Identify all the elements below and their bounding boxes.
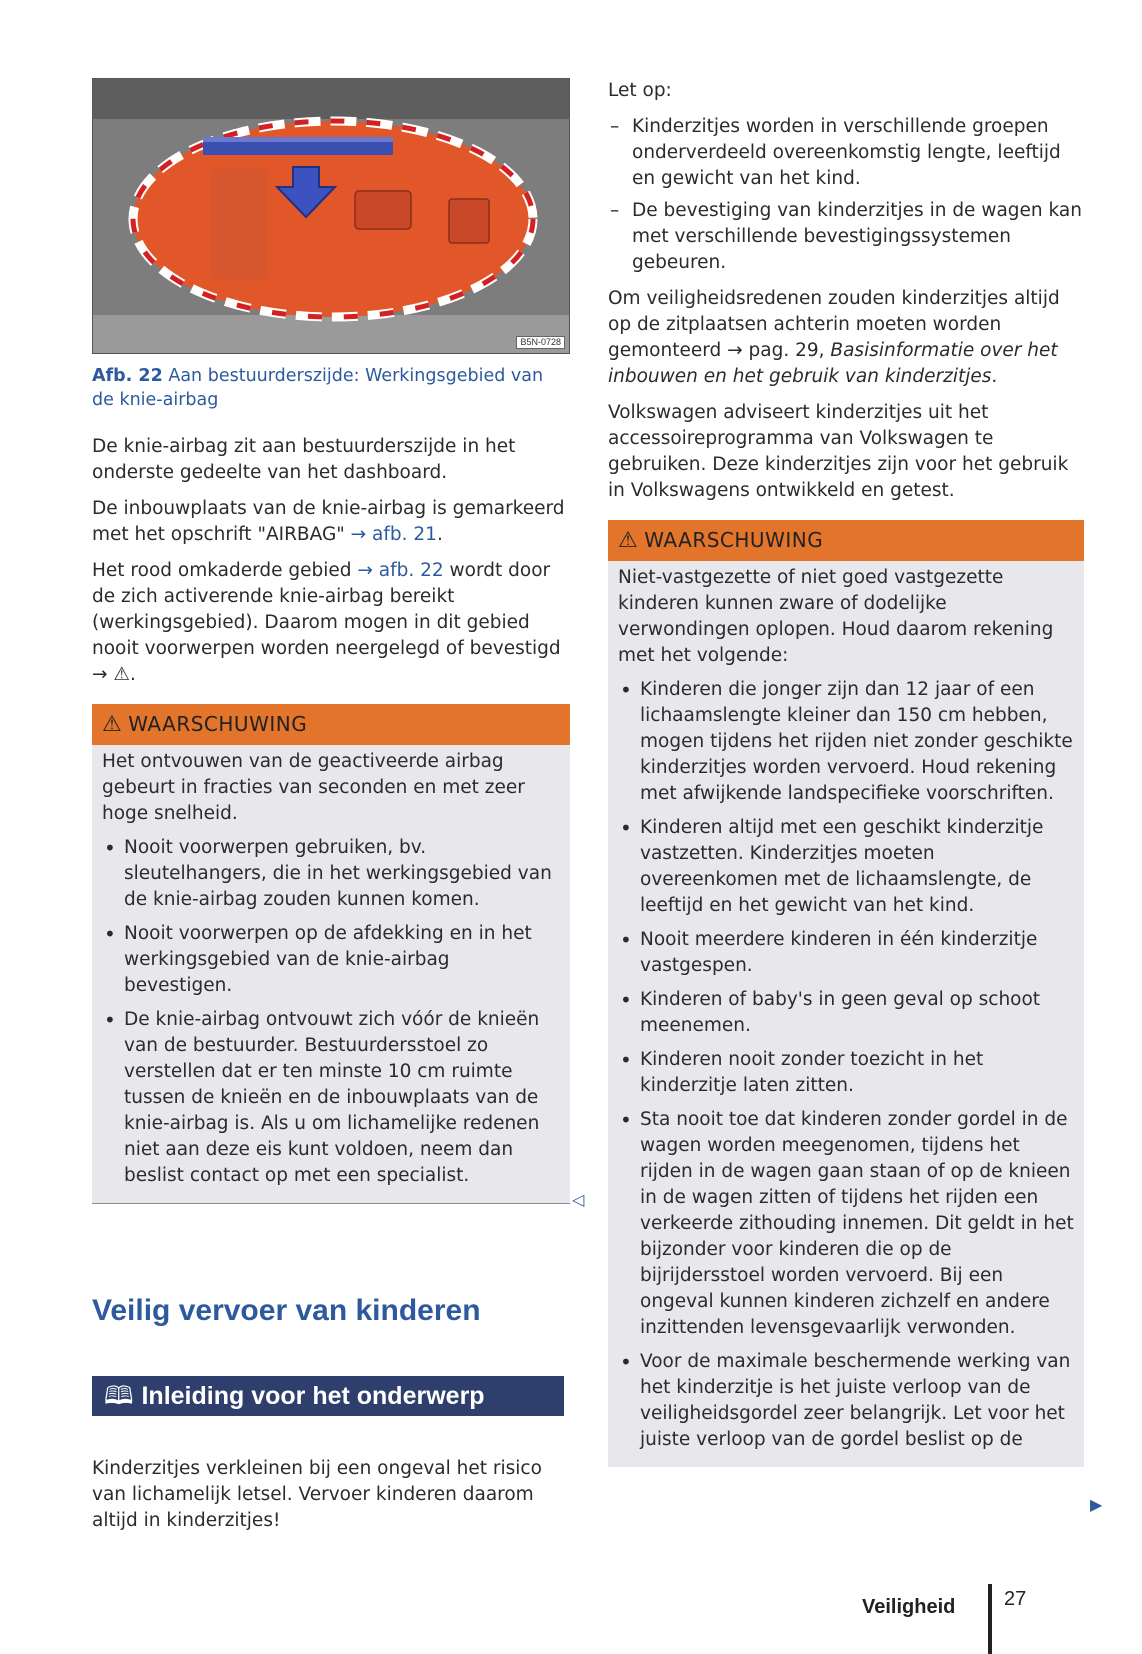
list-item: • Kinderen of baby's in geen geval op schoot meenemen. bbox=[618, 987, 1076, 1039]
ref-title[interactable]: Basisinformatie over het inbouwen en het gebruik van kinderzitjes bbox=[608, 340, 1058, 387]
list-item: • Kinderen die jonger zijn dan 12 jaar of een lichaamslengte kleiner dan 150 cm hebben, mogen tijdens het rijden niet zonder geschikte kinderzitjes worden vervoerd. Houd rekening met afwijkende landspecifieke voorschriften. bbox=[618, 677, 1076, 807]
list-item: • Nooit meerdere kinderen in één kinderzitje vastgespen. bbox=[618, 927, 1076, 979]
figure-caption bbox=[92, 364, 570, 412]
paragraph-airbag-marking: De inbouwplaats van de knie-airbag is gemarkeerd met het opschrift "AIRBAG" → afb. 21. bbox=[92, 498, 565, 545]
paragraph-mount-rear: Om veiligheidsredenen zouden kinderzitjes altijd op de zitplaatsen achterin moeten worden gemonteerd → pag. 29, Basisinformatie over het inbouwen en het gebruik van kinderzitjes. bbox=[608, 288, 1060, 387]
note-title: Let op: bbox=[608, 80, 672, 101]
warning-box-children bbox=[608, 520, 1084, 1467]
figure-code: B5N-0728 bbox=[516, 336, 565, 349]
ref-afb-22[interactable]: → afb. 22 bbox=[357, 560, 444, 581]
warning-triangle-icon: ⚠ bbox=[102, 712, 123, 737]
list-item: • Nooit voorwerpen op de afdekking en in het werkingsgebied van de knie-airbag bevestigen. bbox=[102, 921, 562, 999]
list-item: • Nooit voorwerpen gebruiken, bv. sleutelhangers, die in het werkingsgebied van de knie-airbag zouden kunnen komen. bbox=[102, 835, 562, 913]
caption-text: Aan bestuurderszijde: Werkingsgebied van de knie-airbag bbox=[92, 366, 544, 410]
end-of-section-icon: ◁ bbox=[572, 1190, 585, 1209]
warning-box-airbag bbox=[92, 704, 570, 1204]
paragraph-knee-airbag-location: De knie-airbag zit aan bestuurderszijde in het onderste gedeelte van het dashboard. bbox=[92, 436, 516, 483]
list-item: – De bevestiging van kinderzitjes in de wagen kan met verschillende bevestigingssystemen gebeuren. bbox=[610, 200, 1082, 273]
knee-airbag-figure bbox=[92, 78, 570, 354]
intro-paragraph: Kinderzitjes verkleinen bij een ongeval het risico van lichamelijk letsel. Vervoer kinderen daarom altijd in kinderzitjes! bbox=[92, 1458, 542, 1531]
footer-section-label: Veiligheid bbox=[862, 1596, 956, 1618]
warning-triangle-icon: ⚠ bbox=[618, 528, 639, 553]
left-column bbox=[92, 78, 570, 1214]
warning-header: ⚠ WAARSCHUWING bbox=[92, 704, 570, 745]
footer-divider bbox=[988, 1584, 992, 1654]
section-title: Veilig vervoer van kinderen bbox=[92, 1294, 481, 1327]
ref-warning[interactable]: → ⚠ bbox=[92, 664, 130, 685]
list-item: • Kinderen nooit zonder toezicht in het kinderzitje laten zitten. bbox=[618, 1047, 1076, 1099]
book-icon: 🕮 bbox=[104, 1382, 134, 1410]
warning-body bbox=[92, 745, 570, 1203]
list-item: • Kinderen altijd met een geschikt kinderzitje vastzetten. Kinderzitjes moeten overeenkomen met de lichaamslengte, de leeftijd en het gewicht van het kind. bbox=[618, 815, 1076, 919]
list-item: – Kinderzitjes worden in verschillende groepen onderverdeeld overeenkomstig lengte, leeftijd en gewicht van het kind. bbox=[610, 116, 1061, 189]
ref-afb-21[interactable]: → afb. 21 bbox=[350, 524, 437, 545]
warning-body bbox=[608, 561, 1084, 1467]
page-number: 27 bbox=[1004, 1588, 1027, 1610]
warning-header: ⚠ WAARSCHUWING bbox=[608, 520, 1084, 561]
continue-arrow-icon: ▶ bbox=[1090, 1495, 1103, 1514]
list-item: • Sta nooit toe dat kinderen zonder gordel in de wagen worden meegenomen, tijdens het rijden in de wagen gaan staan of op de knieen in de wagen zitten of tijdens het rijden een verkeerde zithouding innemen. Dit geldt in het bijzonder voor kinderen die op de bijrijdersstoel worden vervoerd. Bij een ongeval kunnen kinderen zichzelf en andere inzittenden levensgevaarlijk verwonden. bbox=[618, 1107, 1076, 1341]
warning-intro: Niet-vastgezette of niet goed vastgezette kinderen kunnen zware of dodelijke verwondingen oplopen. Houd daarom rekening met het volgende: bbox=[618, 567, 1054, 666]
caption-number: Afb. 22 bbox=[92, 366, 163, 386]
warning-intro: Het ontvouwen van de geactiveerde airbag gebeurt in fracties van seconden en met zeer hoge snelheid. bbox=[102, 751, 525, 824]
ref-page-29[interactable]: → pag. 29, bbox=[727, 340, 825, 361]
warning-list bbox=[102, 835, 562, 1189]
warning-list bbox=[618, 677, 1076, 1453]
intro-title: Inleiding voor het onderwerp bbox=[141, 1382, 485, 1410]
list-item: • Voor de maximale beschermende werking van het kinderzitje is het juiste verloop van de veiligheidsgordel zeer belangrijk. Let voor het juiste verloop van de gordel beslist op de bbox=[618, 1349, 1076, 1453]
note-list bbox=[608, 114, 1084, 276]
right-column bbox=[608, 78, 1084, 1477]
knee-airbag-illustration bbox=[93, 79, 570, 354]
intro-bar bbox=[92, 1376, 564, 1416]
paragraph-red-area: Het rood omkaderde gebied → afb. 22 wordt door de zich activerende knie-airbag bereikt (werkingsgebied). Daarom mogen in dit gebied nooit voorwerpen worden neergelegd of bevestigd → ⚠. bbox=[92, 560, 561, 685]
list-item: • De knie-airbag ontvouwt zich vóór de knieën van de bestuurder. Bestuurdersstoel zo verstellen dat er ten minste 10 cm ruimte tussen de knieën en de inbouwplaats van de knie-airbag is. Als u om lichamelijke redenen niet aan deze eis kunt voldoen, neem dan beslist contact op met een specialist. bbox=[102, 1007, 562, 1189]
paragraph-accessories: Volkswagen adviseert kinderzitjes uit het accessoireprogramma van Volkswagen te gebruiken. Deze kinderzitjes zijn voor het gebruik in Volkswagens ontwikkeld en getest. bbox=[608, 402, 1069, 501]
